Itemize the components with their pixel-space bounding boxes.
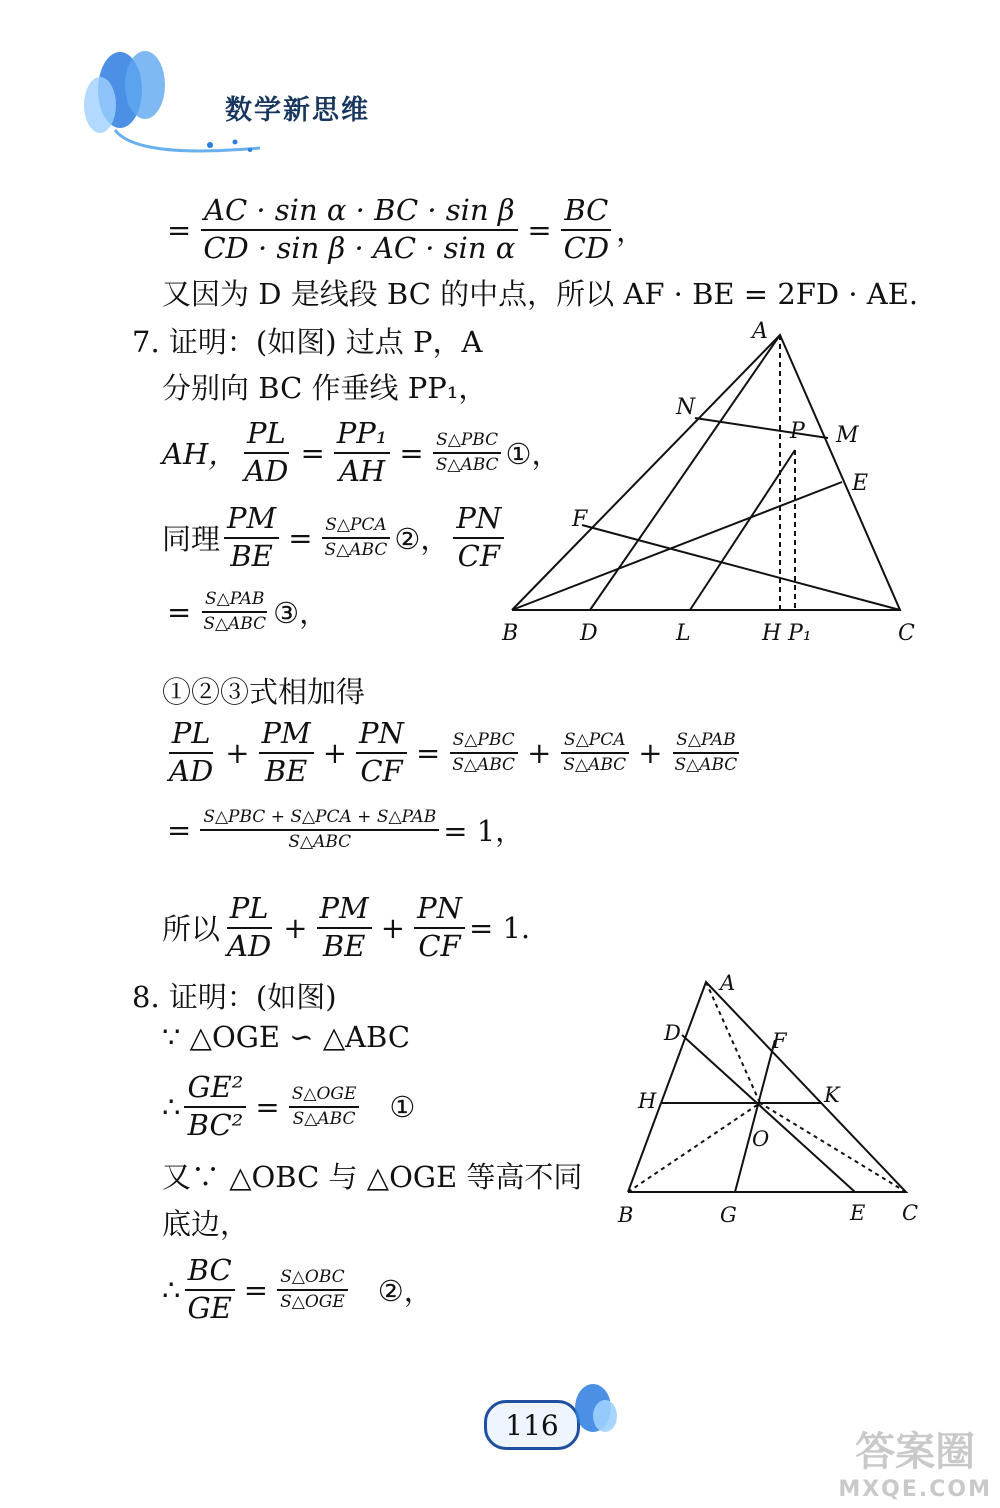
label-a: A: [720, 971, 736, 995]
figure-7: [490, 310, 930, 660]
fraction-num: BC: [561, 195, 611, 231]
label-f: F: [772, 1029, 787, 1053]
p7-line1: 7. 证明：(如图) 过点 P，A: [132, 325, 483, 359]
text-eq-one: = 1.: [468, 910, 531, 945]
punct: ，: [616, 214, 646, 249]
watermark: [838, 1420, 992, 1502]
therefore-symbol: ∴: [162, 1272, 181, 1307]
label-f: F: [572, 507, 588, 532]
p7-line2: 分别向 BC 作垂线 PP₁，: [162, 371, 488, 405]
label-e: E: [850, 1201, 866, 1225]
figure-8: [610, 970, 930, 1230]
label-p1: P₁: [788, 621, 812, 646]
label-l: L: [676, 621, 691, 646]
header-title: 数学新思维: [225, 95, 370, 126]
fraction-den: CD · sin β · AC · sin α: [203, 230, 516, 265]
equation-top: = $\frac{\text{AC · sin α · BC · sin β}}{\text{CD · sin β · AC · sin α}}$ = $\frac{BC}{CD}$ ，: [167, 193, 646, 265]
label-p: P: [790, 419, 805, 444]
p8-eq2: ∴ $\frac{BC}{GE}$ = $\frac{\text{S△OBC}}{\text{S△OGE}}$ ②，: [162, 1253, 433, 1325]
label-a: A: [752, 319, 768, 344]
fraction-num: AC · sin α · BC · sin β: [201, 195, 518, 231]
text-ah: AH，: [162, 437, 238, 472]
label-e: E: [852, 471, 869, 496]
p7-eq2: 同理 $\frac{PM}{BE}$ = $\frac{\text{S△PCA}}{\text{S△ABC}}$ ②， $\frac{PN}{CF}$: [162, 503, 508, 573]
text-line-midpoint: 又因为 D 是线段 BC 的中点，所以 AF · BE = 2FD · AE.: [162, 277, 919, 311]
text-tongli: 同理: [162, 522, 221, 557]
text-eq1: = 1，: [443, 814, 525, 849]
label-o: O: [752, 1127, 770, 1151]
p7-eq-sum: $\frac{PL}{AD}$ + $\frac{PM}{BE}$ + $\frac{PN}{CF}$ = $\frac{\text{S△PBC}}{\text{S△ABC}}$ + $\frac{\text{S△PCA}}{\text{S△ABC}}$ + $\frac{\text{S△PAB}}{\text{S△ABC}}$: [169, 716, 738, 788]
therefore-symbol: ∴: [162, 1089, 181, 1124]
label-b: B: [618, 1203, 634, 1227]
p7-eq1: AH， $\frac{PL}{AD}$ = $\frac{\text{PP₁}}{AH}$ = $\frac{\text{S△PBC}}{\text{S△ABC}}$ ①，: [162, 416, 561, 488]
label-d: D: [664, 1021, 681, 1045]
p8-line1: 8. 证明：(如图): [132, 980, 337, 1014]
p7-conclusion: 所以 $\frac{PL}{AD}$ + $\frac{PM}{BE}$ + $\frac{PN}{CF}$ = 1.: [162, 891, 531, 963]
label-d: D: [580, 621, 598, 646]
circle-label: ②，: [377, 1274, 433, 1309]
p7-eq-combined: = $\frac{\text{S△PBC + S△PCA + S△PAB}}{\text{S△ABC}}$ = 1，: [167, 807, 525, 852]
text-suoyi: 所以: [162, 912, 221, 947]
flower-icon-footer: [565, 1378, 625, 1442]
label-b: B: [502, 621, 519, 646]
watermark-line1: 答案圈: [855, 1429, 976, 1475]
fraction-den: CD: [563, 230, 610, 265]
label-n: N: [676, 395, 696, 420]
p8-line4: 又∵ △OBC 与 △OGE 等高不同: [162, 1160, 583, 1194]
label-h: H: [638, 1089, 657, 1113]
circle-label: ①: [389, 1089, 416, 1124]
circle-label: ①，: [505, 437, 561, 472]
watermark-line2: MXQE.COM: [838, 1477, 992, 1502]
p7-sum-text: ①②③式相加得: [162, 675, 366, 709]
label-c: C: [898, 621, 915, 646]
page-number-text: 116: [505, 1408, 559, 1442]
p8-line2: ∵ △OGE ∽ △ABC: [162, 1020, 411, 1054]
label-g: G: [720, 1203, 737, 1227]
p8-line5: 底边，: [162, 1207, 250, 1241]
p8-eq1: ∴ $\frac{\text{GE²}}{\text{BC²}}$ = $\frac{\text{S△OGE}}{\text{S△ABC}}$ ①: [162, 1070, 416, 1142]
label-k: K: [824, 1083, 840, 1107]
label-c: C: [902, 1201, 919, 1225]
label-h: H: [762, 621, 782, 646]
circle-label: ③，: [273, 596, 329, 631]
circle-label: ②，: [394, 522, 450, 557]
label-m: M: [836, 423, 859, 448]
p7-eq3: = $\frac{\text{S△PAB}}{\text{S△ABC}}$ ③，: [167, 589, 329, 634]
